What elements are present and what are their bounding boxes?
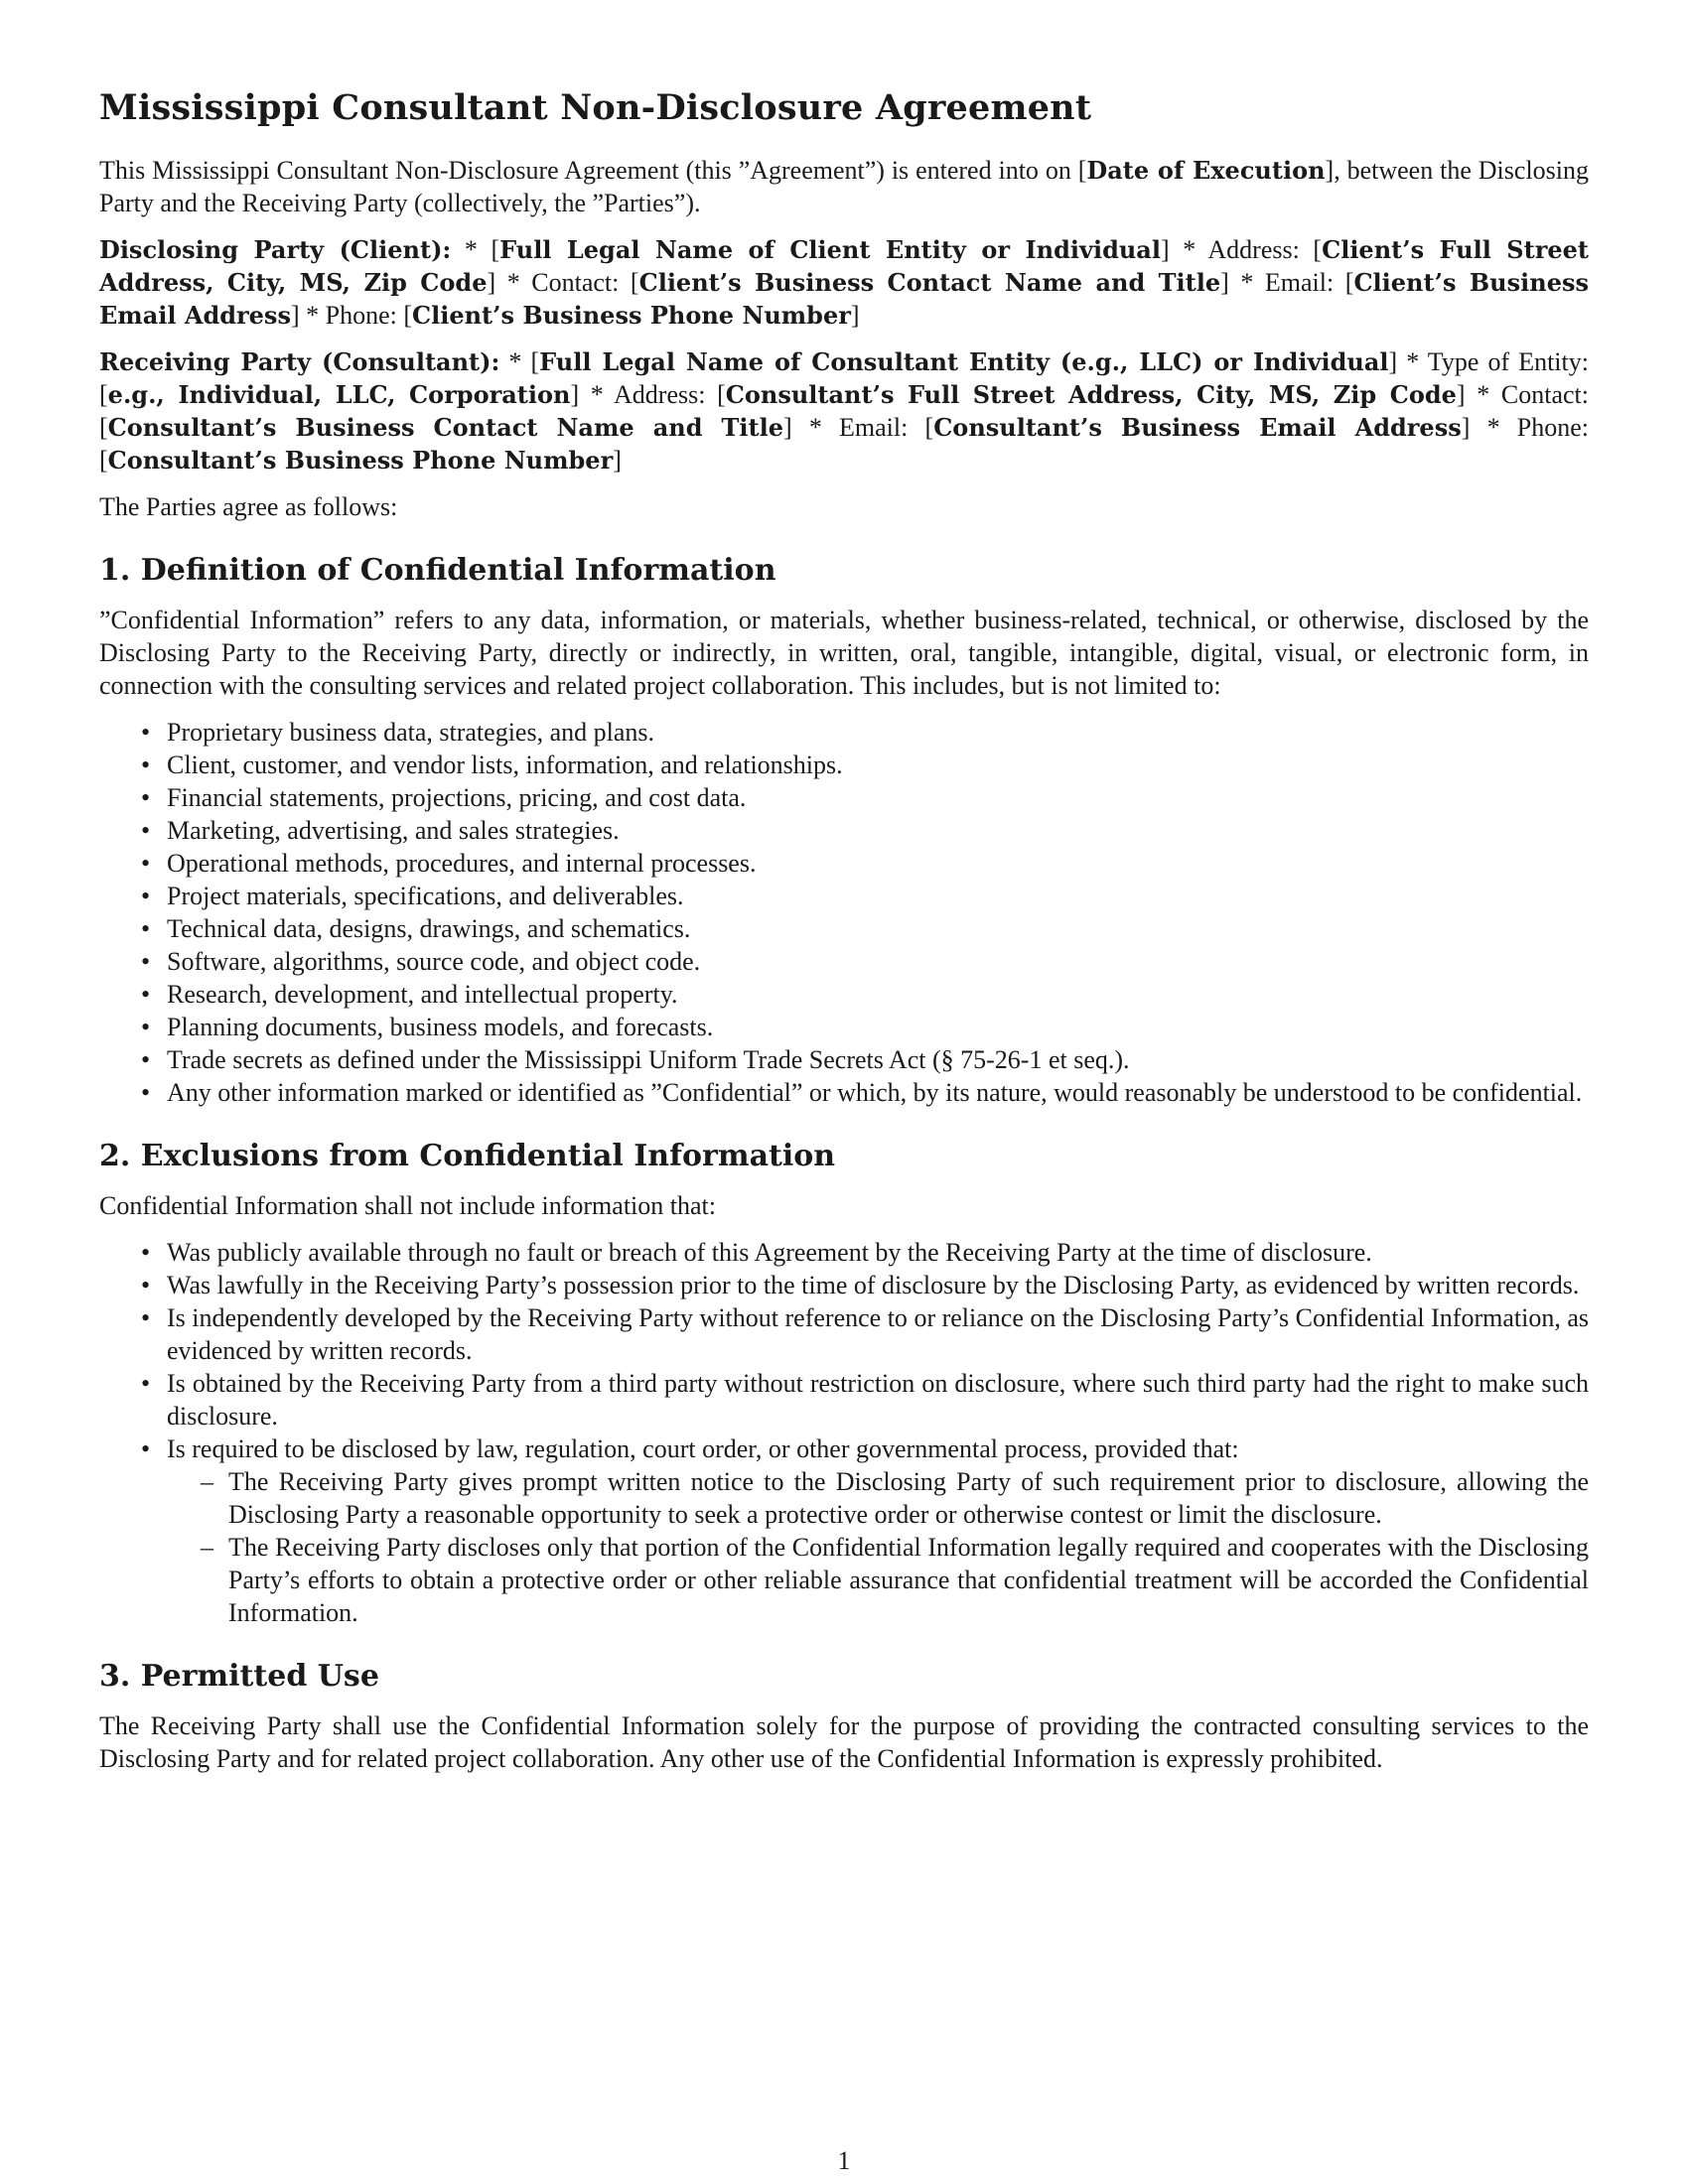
- list-item: • Software, algorithms, source code, and object code.: [167, 945, 1589, 978]
- section-3-heading: 3. Permitted Use: [99, 1659, 379, 1694]
- section-2-list: [99, 1236, 1589, 1629]
- list-item: • Is required to be disclosed by law, regulation, court order, or other governmental process, provided that: – The Receiving Party gives prompt written notice to the Disclosing Party of such requirement prior to disclosure, allowing the Disclosing Party a reasonable opportunity to seek a protective order or otherwise contest or limit the disclosure. – The Receiving Party discloses only that portion of the Confidential Information legally required and cooperates with the Disclosing Party’s efforts to obtain a protective order or other reliable assurance that confidential treatment will be accorded the Confidential Information.: [167, 1433, 1589, 1629]
- list-item: • Research, development, and intellectual property.: [167, 978, 1589, 1011]
- section-3-body: The Receiving Party shall use the Confidential Information solely for the purpose of providing the contracted consulting services to the Disclosing Party and for related project collaboration. Any other use of the Confidential Information is expressly prohibited.: [99, 1711, 1589, 1773]
- page-number: 1: [837, 2146, 851, 2175]
- receiving-party-paragraph: Receiving Party (Consultant): * [Full Legal Name of Consultant Entity (e.g., LLC) or Individual] * Type of Entity: [e.g., Individual, LLC, Corporation] * Address: [Consultant’s Full Street Address, City, MS, Zip Code] * Contact: [Consultant’s Business Contact Name and Title] * Email: [Consultant’s Business Email Address] * Phone: [Consultant’s Business Phone Number]: [99, 347, 1590, 475]
- list-item: • Is obtained by the Receiving Party from a third party without restriction on disclosure, where such third party had the right to make such disclosure.: [167, 1367, 1589, 1433]
- agree-paragraph: The Parties agree as follows:: [99, 492, 398, 521]
- section-1-body: ”Confidential Information” refers to any data, information, or materials, whether business-related, technical, or otherwise, disclosed by the Disclosing Party to the Receiving Party, directly or indirectly, in written, oral, tangible, intangible, digital, visual, or electronic form, in connection with the consulting services and related project collaboration. This includes, but is not limited to:: [99, 606, 1589, 700]
- list-item: • Was publicly available through no fault or breach of this Agreement by the Receiving Party at the time of disclosure.: [167, 1236, 1589, 1269]
- list-item: • Technical data, designs, drawings, and schematics.: [167, 912, 1589, 945]
- list-item: • Client, customer, and vendor lists, information, and relationships.: [167, 749, 1589, 781]
- disclosing-party-paragraph: Disclosing Party (Client): * [Full Legal Name of Client Entity or Individual] * Address: [Client’s Full Street Address, City, MS, Zip Code] * Contact: [Client’s Business Contact Name and Title] * Email: [Client’s Business Email Address] * Phone: [Client’s Business Phone Number]: [99, 235, 1589, 330]
- list-item: • Marketing, advertising, and sales strategies.: [167, 814, 1589, 847]
- disclosing-party-label: Disclosing Party (Client):: [99, 235, 452, 264]
- section-1-list: [99, 716, 1589, 1109]
- sub-list-item: – The Receiving Party discloses only that portion of the Confidential Information legally required and cooperates with the Disclosing Party’s efforts to obtain a protective order or other reliable assurance that confidential treatment will be accorded the Confidential Information.: [228, 1531, 1589, 1629]
- section-1-heading: 1. Definition of Confidential Information: [99, 553, 776, 588]
- sub-list-item: – The Receiving Party gives prompt written notice to the Disclosing Party of such requirement prior to disclosure, allowing the Disclosing Party a reasonable opportunity to seek a protective order or otherwise contest or limit the disclosure.: [228, 1465, 1589, 1531]
- list-item: • Operational methods, procedures, and internal processes.: [167, 847, 1589, 880]
- section-2-sublist: [167, 1465, 1589, 1629]
- document-page: [99, 87, 1589, 1789]
- list-item: • Financial statements, projections, pricing, and cost data.: [167, 781, 1589, 814]
- list-item: • Proprietary business data, strategies, and plans.: [167, 716, 1589, 749]
- list-item: • Project materials, specifications, and deliverables.: [167, 880, 1589, 912]
- intro-paragraph: This Mississippi Consultant Non-Disclosure Agreement (this ”Agreement”) is entered into on [Date of Execution], between the Disclosing Party and the Receiving Party (collectively, the ”Parties”).: [99, 156, 1590, 217]
- section-2-heading: 2. Exclusions from Confidential Information: [99, 1139, 836, 1173]
- list-item: • Trade secrets as defined under the Mississippi Uniform Trade Secrets Act (§ 75-26-1 et seq.).: [167, 1043, 1589, 1076]
- document-title: Mississippi Consultant Non-Disclosure Agreement: [99, 87, 1092, 128]
- list-item: • Any other information marked or identified as ”Confidential” or which, by its nature, would reasonably be understood to be confidential.: [167, 1076, 1589, 1109]
- list-item: • Is independently developed by the Receiving Party without reference to or reliance on the Disclosing Party’s Confidential Information, as evidenced by written records.: [167, 1301, 1589, 1367]
- list-item: • Was lawfully in the Receiving Party’s possession prior to the time of disclosure by the Disclosing Party, as evidenced by written records.: [167, 1269, 1589, 1301]
- date-of-execution: Date of Execution: [1086, 156, 1326, 185]
- list-item: • Planning documents, business models, and forecasts.: [167, 1011, 1589, 1043]
- section-2-body: Confidential Information shall not include information that:: [99, 1191, 716, 1220]
- receiving-party-label: Receiving Party (Consultant):: [99, 347, 500, 376]
